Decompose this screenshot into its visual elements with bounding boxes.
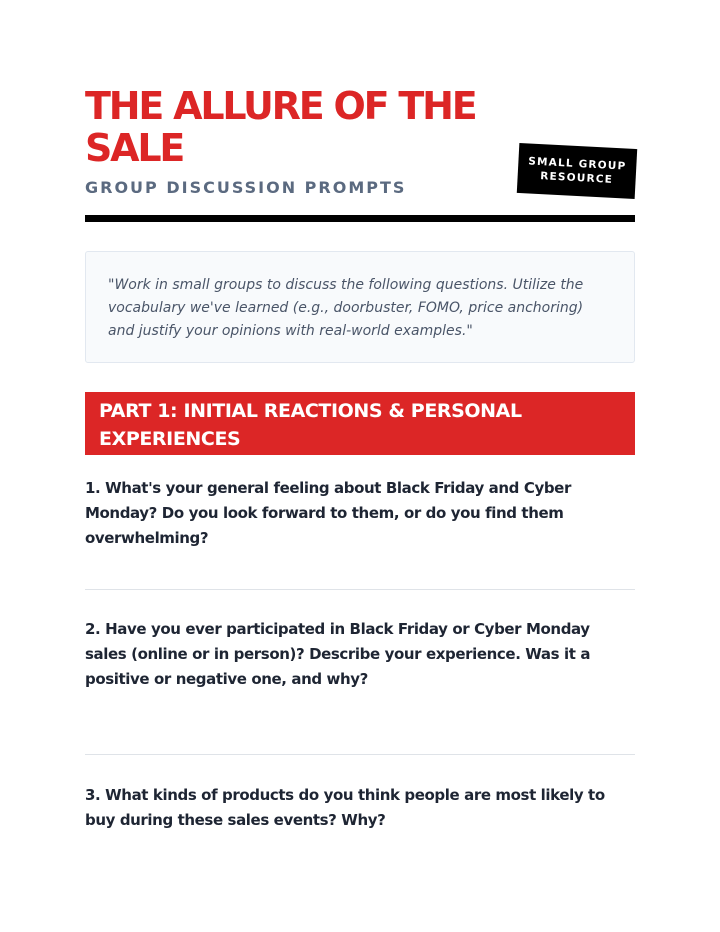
- resource-badge: [517, 143, 637, 199]
- section-title: PART 1: INITIAL REACTIONS & PERSONAL EXPERIENCES: [99, 400, 522, 450]
- instructions-text: "Work in small groups to discuss the following questions. Utilize the vocabulary we've learned (e.g., doorbuster, FOMO, price anchoring) and justify your opinions with real-world examples.": [108, 277, 584, 339]
- question-text: 3. What kinds of products do you think people are most likely to buy during these sales events? Why?: [85, 786, 605, 829]
- header-rule: [85, 215, 635, 222]
- question-1: [85, 476, 635, 551]
- question-divider: [85, 589, 635, 590]
- question-divider: [85, 754, 635, 755]
- question-text: 2. Have you ever participated in Black Friday or Cyber Monday sales (online or in person)? Describe your experience. Was it a positive or negative one, and why?: [85, 620, 591, 688]
- page-title: THE ALLURE OF THE SALE: [85, 84, 476, 170]
- instructions-box: [85, 251, 635, 363]
- resource-badge-label: SMALL GROUP RESOURCE: [527, 155, 627, 186]
- question-text: 1. What's your general feeling about Black Friday and Cyber Monday? Do you look forward to them, or do you find them overwhelming?: [85, 479, 571, 547]
- question-3: [85, 783, 635, 833]
- worksheet-page: [85, 0, 635, 829]
- question-2: [85, 617, 635, 692]
- page-subtitle: GROUP DISCUSSION PROMPTS: [85, 178, 407, 197]
- section-heading-part-1: [85, 392, 635, 455]
- page-header: [85, 0, 635, 222]
